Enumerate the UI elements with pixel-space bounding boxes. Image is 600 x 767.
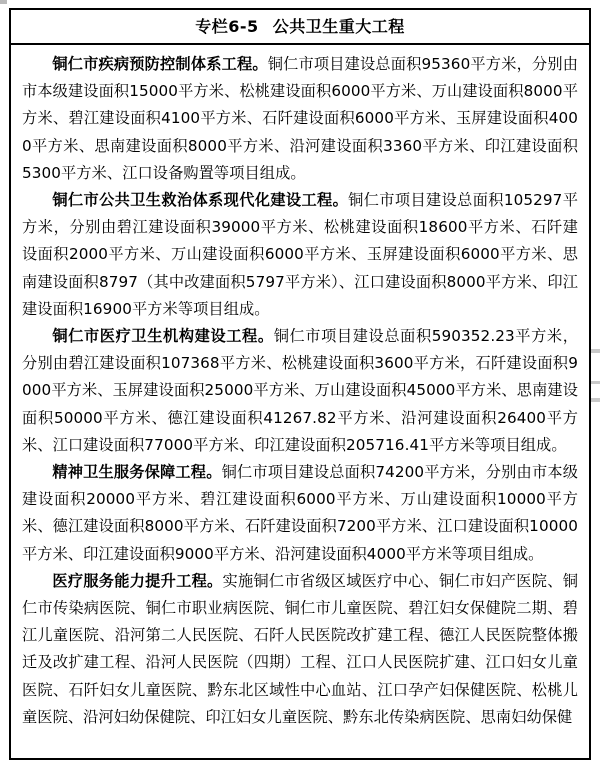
callout-title-label: 专栏6-5 — [195, 17, 259, 36]
callout-box — [9, 8, 591, 760]
paragraph-lead: 精神卫生服务保障工程。 — [52, 463, 222, 482]
paragraph-text: 铜仁市项目建设总面积590352.23平方米，分别由碧江建设面积107368平方米、松桃建设面积3600平方米，石阡建设面积9000平方米、玉屏建设面积25000平方米、万山建设面积45000平方米、思南建设面积50000平方米、德江建设面积41267.82平方米、沿河建设面积26400平方米、江口建设面积77000平方米、印江建设面积205716.41平方米等项目组成。 — [22, 327, 578, 454]
paragraph-text: 铜仁市项目建设总面积95360平方米，分别由市本级建设面积15000平方米、松桃建设面积6000平方米、万山建设面积8000平方米、碧江建设面积4100平方米、石阡建设面积6000平方米、玉屏建设面积4000平方米、思南建设面积8000平方米、沿河建设面积3360平方米、印江建设面积5300平方米、江口设备购置等项目组成。 — [22, 55, 578, 182]
paragraph-text: 铜仁市项目建设总面积74200平方米，分别由市本级建设面积20000平方米、碧江建设面积6000平方米、万山建设面积10000平方米、德江建设面积8000平方米、石阡建设面积7200平方米、江口建设面积10000平方米、印江建设面积9000平方米、沿河建设面积4000平方米等项目组成。 — [22, 463, 578, 563]
paragraph-disease-control — [22, 51, 578, 187]
callout-title-name: 公共卫生重大工程 — [272, 17, 405, 36]
paragraph-text: 实施铜仁市省级区域医疗中心、铜仁市妇产医院、铜仁市传染病医院、铜仁市职业病医院、铜仁市儿童医院、碧江妇女保健院二期、碧江儿童医院、沿河第二人民医院、石阡人民医院改扩建工程、德江人民医院整体搬迁及改扩建工程、沿河人民医院（四期）工程、江口人民医院扩建、江口妇女儿童医院、石阡妇女儿童医院、黔东北区域性中心血站、江口孕产妇保健医院、松桃儿童医院、沿河妇幼保健院、印江妇女儿童医院、黔东北传染病医院、思南妇幼保健 — [22, 571, 578, 726]
paragraph-lead: 铜仁市疾病预防控制体系工程。 — [52, 55, 268, 73]
paragraph-service-capacity — [22, 568, 578, 731]
paragraph-treatment-system — [22, 187, 578, 323]
paragraph-mental-health — [22, 459, 578, 568]
callout-title — [11, 10, 589, 45]
paragraph-lead: 医疗服务能力提升工程。 — [52, 571, 223, 590]
paragraph-text: 铜仁市项目建设总面积105297平方米，分别由碧江建设面积39000平方米、松桃建设面积18600平方米、石阡建设面积2000平方米、万山建设面积6000平方米、玉屏建设面积6000平方米、思南建设面积8797（其中改建面积5797平方米）、江口建设面积8000平方米、印江建设面积16900平方米等项目组成。 — [22, 191, 578, 318]
paragraph-medical-institutions — [22, 323, 578, 459]
paragraph-lead: 铜仁市医疗卫生机构建设工程。 — [52, 327, 274, 346]
paragraph-lead: 铜仁市公共卫生救治体系现代化建设工程。 — [52, 191, 349, 210]
callout-body — [11, 45, 589, 731]
scan-artifact-corner — [0, 0, 7, 4]
